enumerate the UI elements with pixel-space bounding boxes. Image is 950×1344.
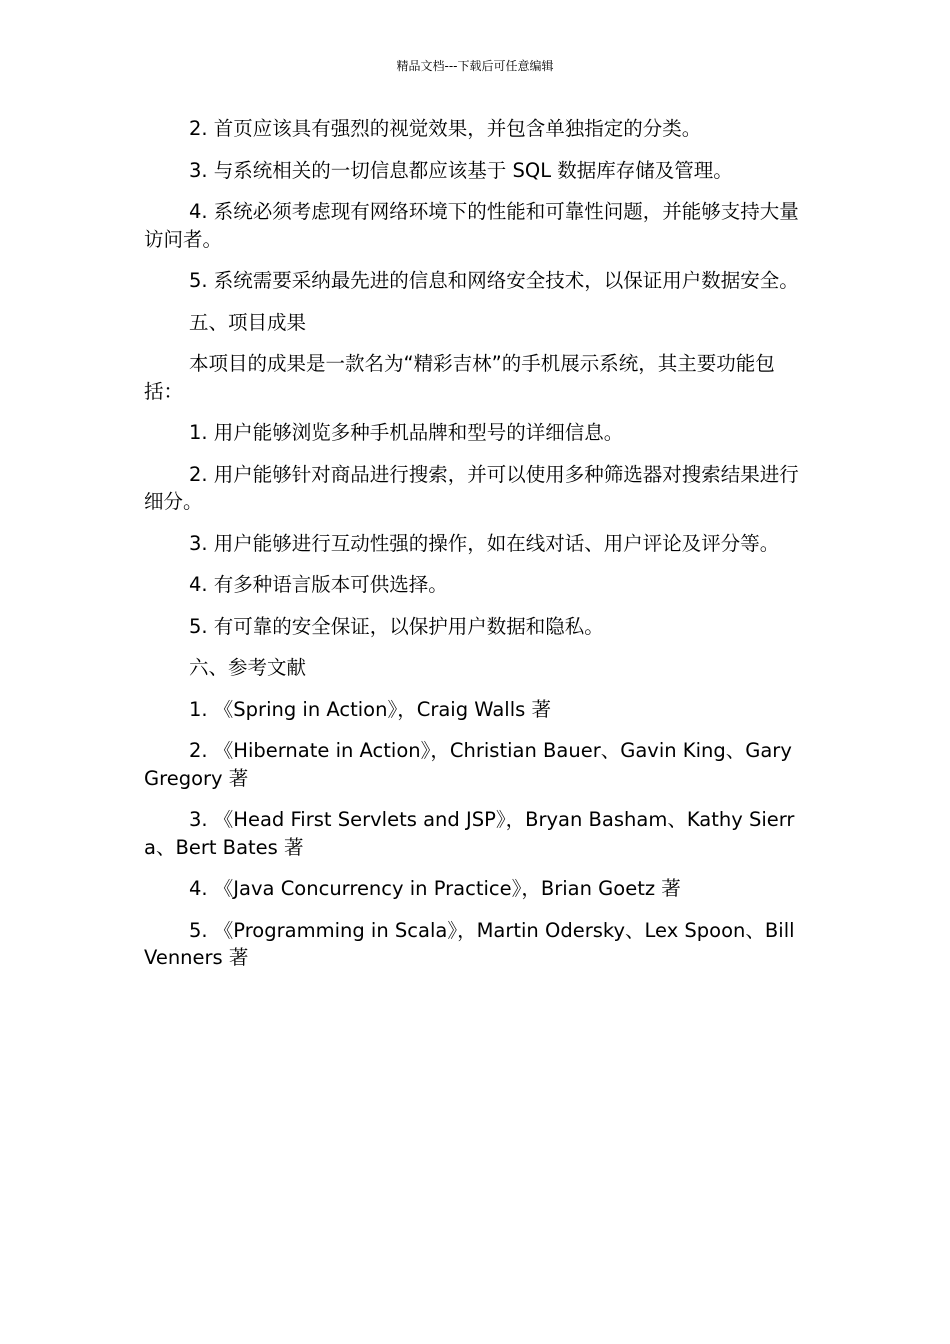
requirement-item-5: 5. 系统需要采纳最先进的信息和网络安全技术，以保证用户数据安全。 [189, 269, 799, 292]
page-header: 精品文档---下载后可任意编辑 [396, 59, 554, 73]
reference-item-5: 5. 《Programming in Scala》，Martin Odersky、Lex Spoon、Bill Venners 著 [144, 918, 795, 969]
requirement-item-4: 4. 系统必须考虑现有网络环境下的性能和可靠性问题，并能够支持大量访问者。 [144, 200, 799, 251]
result-item-1: 1. 用户能够浏览多种手机品牌和型号的详细信息。 [189, 421, 624, 444]
section-heading-results: 五、项目成果 [189, 310, 307, 334]
result-item-5: 5. 有可靠的安全保证，以保护用户数据和隐私。 [189, 614, 604, 638]
requirement-item-3: 3. 与系统相关的一切信息都应该基于 SQL 数据库存储及管理。 [189, 158, 733, 182]
reference-item-2: 2. 《Hibernate in Action》，Christian Bauer、Gavin King、Gary Gregory 著 [144, 739, 792, 790]
reference-item-4: 4. 《Java Concurrency in Practice》，Brian Goetz 著 [189, 877, 681, 900]
section-heading-references: 六、参考文献 [189, 656, 307, 679]
requirement-item-2: 2. 首页应该具有强烈的视觉效果，并包含单独指定的分类。 [189, 117, 702, 140]
reference-item-1: 1. 《Spring in Action》，Craig Walls 著 [189, 697, 551, 721]
result-item-3: 3. 用户能够进行互动性强的操作，如在线对话、用户评论及评分等。 [189, 531, 780, 555]
result-item-2: 2. 用户能够针对商品进行搜索，并可以使用多种筛选器对搜索结果进行细分。 [144, 462, 799, 513]
reference-item-3: 3. 《Head First Servlets and JSP》，Bryan Basham、Kathy Sierra、Bert Bates 著 [144, 808, 795, 859]
document-body [144, 115, 804, 986]
results-intro: 本项目的成果是一款名为“精彩吉林”的手机展示系统，其主要功能包括： [144, 352, 775, 403]
result-item-4: 4. 有多种语言版本可供选择。 [189, 573, 448, 596]
